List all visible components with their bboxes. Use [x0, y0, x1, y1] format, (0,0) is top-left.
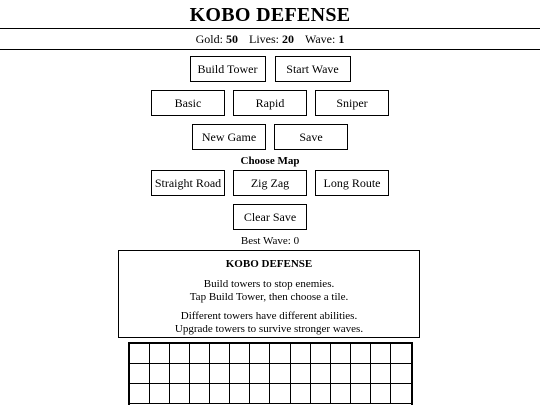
start-wave-button[interactable]: Start Wave [275, 56, 351, 82]
board-tile[interactable] [230, 344, 250, 364]
board-tile[interactable] [150, 364, 170, 384]
straight-road-map-button[interactable]: Straight Road [151, 170, 225, 196]
board-tile[interactable] [210, 364, 230, 384]
info-line: Different towers have different abilities. [180, 310, 358, 322]
board-grid [130, 344, 411, 404]
board-tile[interactable] [170, 364, 190, 384]
choose-map-heading: Choose Map [240, 155, 300, 167]
board-tile[interactable] [371, 384, 391, 404]
zig-zag-map-button[interactable]: Zig Zag [233, 170, 307, 196]
new-game-button[interactable]: New Game [192, 124, 266, 150]
board-tile[interactable] [130, 344, 150, 364]
game-board [128, 342, 413, 405]
board-tile[interactable] [391, 384, 411, 404]
board-tile[interactable] [150, 344, 170, 364]
board-tile[interactable] [331, 344, 351, 364]
info-title: KOBO DEFENSE [225, 258, 313, 270]
board-tile[interactable] [331, 364, 351, 384]
wave-value: 1 [338, 32, 345, 46]
board-tile[interactable] [270, 384, 290, 404]
board-tile[interactable] [270, 344, 290, 364]
board-tile[interactable] [311, 364, 331, 384]
board-tile[interactable] [190, 344, 210, 364]
board-tile[interactable] [130, 364, 150, 384]
board-tile[interactable] [331, 384, 351, 404]
board-tile[interactable] [351, 384, 371, 404]
tower-type-row [0, 90, 540, 116]
board-tile[interactable] [351, 364, 371, 384]
board-tile[interactable] [270, 364, 290, 384]
board-tile[interactable] [170, 344, 190, 364]
gold-value: 50 [225, 32, 238, 46]
board-tile[interactable] [311, 344, 331, 364]
storage-row [0, 204, 540, 230]
board-tile[interactable] [250, 344, 270, 364]
status-bar [0, 29, 540, 50]
gold-status [196, 32, 241, 46]
info-panel [118, 250, 420, 338]
info-line: Build towers to stop enemies. [203, 278, 335, 290]
gold-label: Gold: [195, 32, 223, 46]
game-control-row [0, 124, 540, 150]
board-tile[interactable] [170, 384, 190, 404]
board-tile[interactable] [291, 344, 311, 364]
info-line: Upgrade towers to survive stronger waves. [174, 323, 364, 335]
info-line: Tap Build Tower, then choose a tile. [189, 291, 349, 303]
board-tile[interactable] [230, 364, 250, 384]
clear-save-button[interactable]: Clear Save [233, 204, 307, 230]
lives-status [249, 32, 297, 46]
map-select-row [0, 170, 540, 196]
long-route-map-button[interactable]: Long Route [315, 170, 389, 196]
board-tile[interactable] [311, 384, 331, 404]
board-tile[interactable] [210, 344, 230, 364]
board-tile[interactable] [250, 364, 270, 384]
basic-tower-button[interactable]: Basic [151, 90, 225, 116]
lives-label: Lives: [248, 32, 279, 46]
action-row [0, 56, 540, 82]
rapid-tower-button[interactable]: Rapid [233, 90, 307, 116]
best-wave-text: Best Wave: 0 [240, 235, 300, 247]
wave-status [305, 32, 344, 46]
board-tile[interactable] [351, 344, 371, 364]
board-tile[interactable] [190, 364, 210, 384]
board-tile[interactable] [250, 384, 270, 404]
board-tile[interactable] [371, 344, 391, 364]
sniper-tower-button[interactable]: Sniper [315, 90, 389, 116]
board-tile[interactable] [210, 384, 230, 404]
board-tile[interactable] [130, 384, 150, 404]
board-tile[interactable] [391, 364, 411, 384]
lives-value: 20 [281, 32, 294, 46]
board-tile[interactable] [230, 384, 250, 404]
board-tile[interactable] [150, 384, 170, 404]
board-tile[interactable] [190, 384, 210, 404]
board-tile[interactable] [291, 384, 311, 404]
board-tile[interactable] [391, 344, 411, 364]
board-tile[interactable] [291, 364, 311, 384]
build-tower-button[interactable]: Build Tower [190, 56, 266, 82]
board-tile[interactable] [371, 364, 391, 384]
game-title: KOBO DEFENSE [0, 0, 540, 29]
wave-label: Wave: [304, 32, 336, 46]
save-button[interactable]: Save [274, 124, 348, 150]
